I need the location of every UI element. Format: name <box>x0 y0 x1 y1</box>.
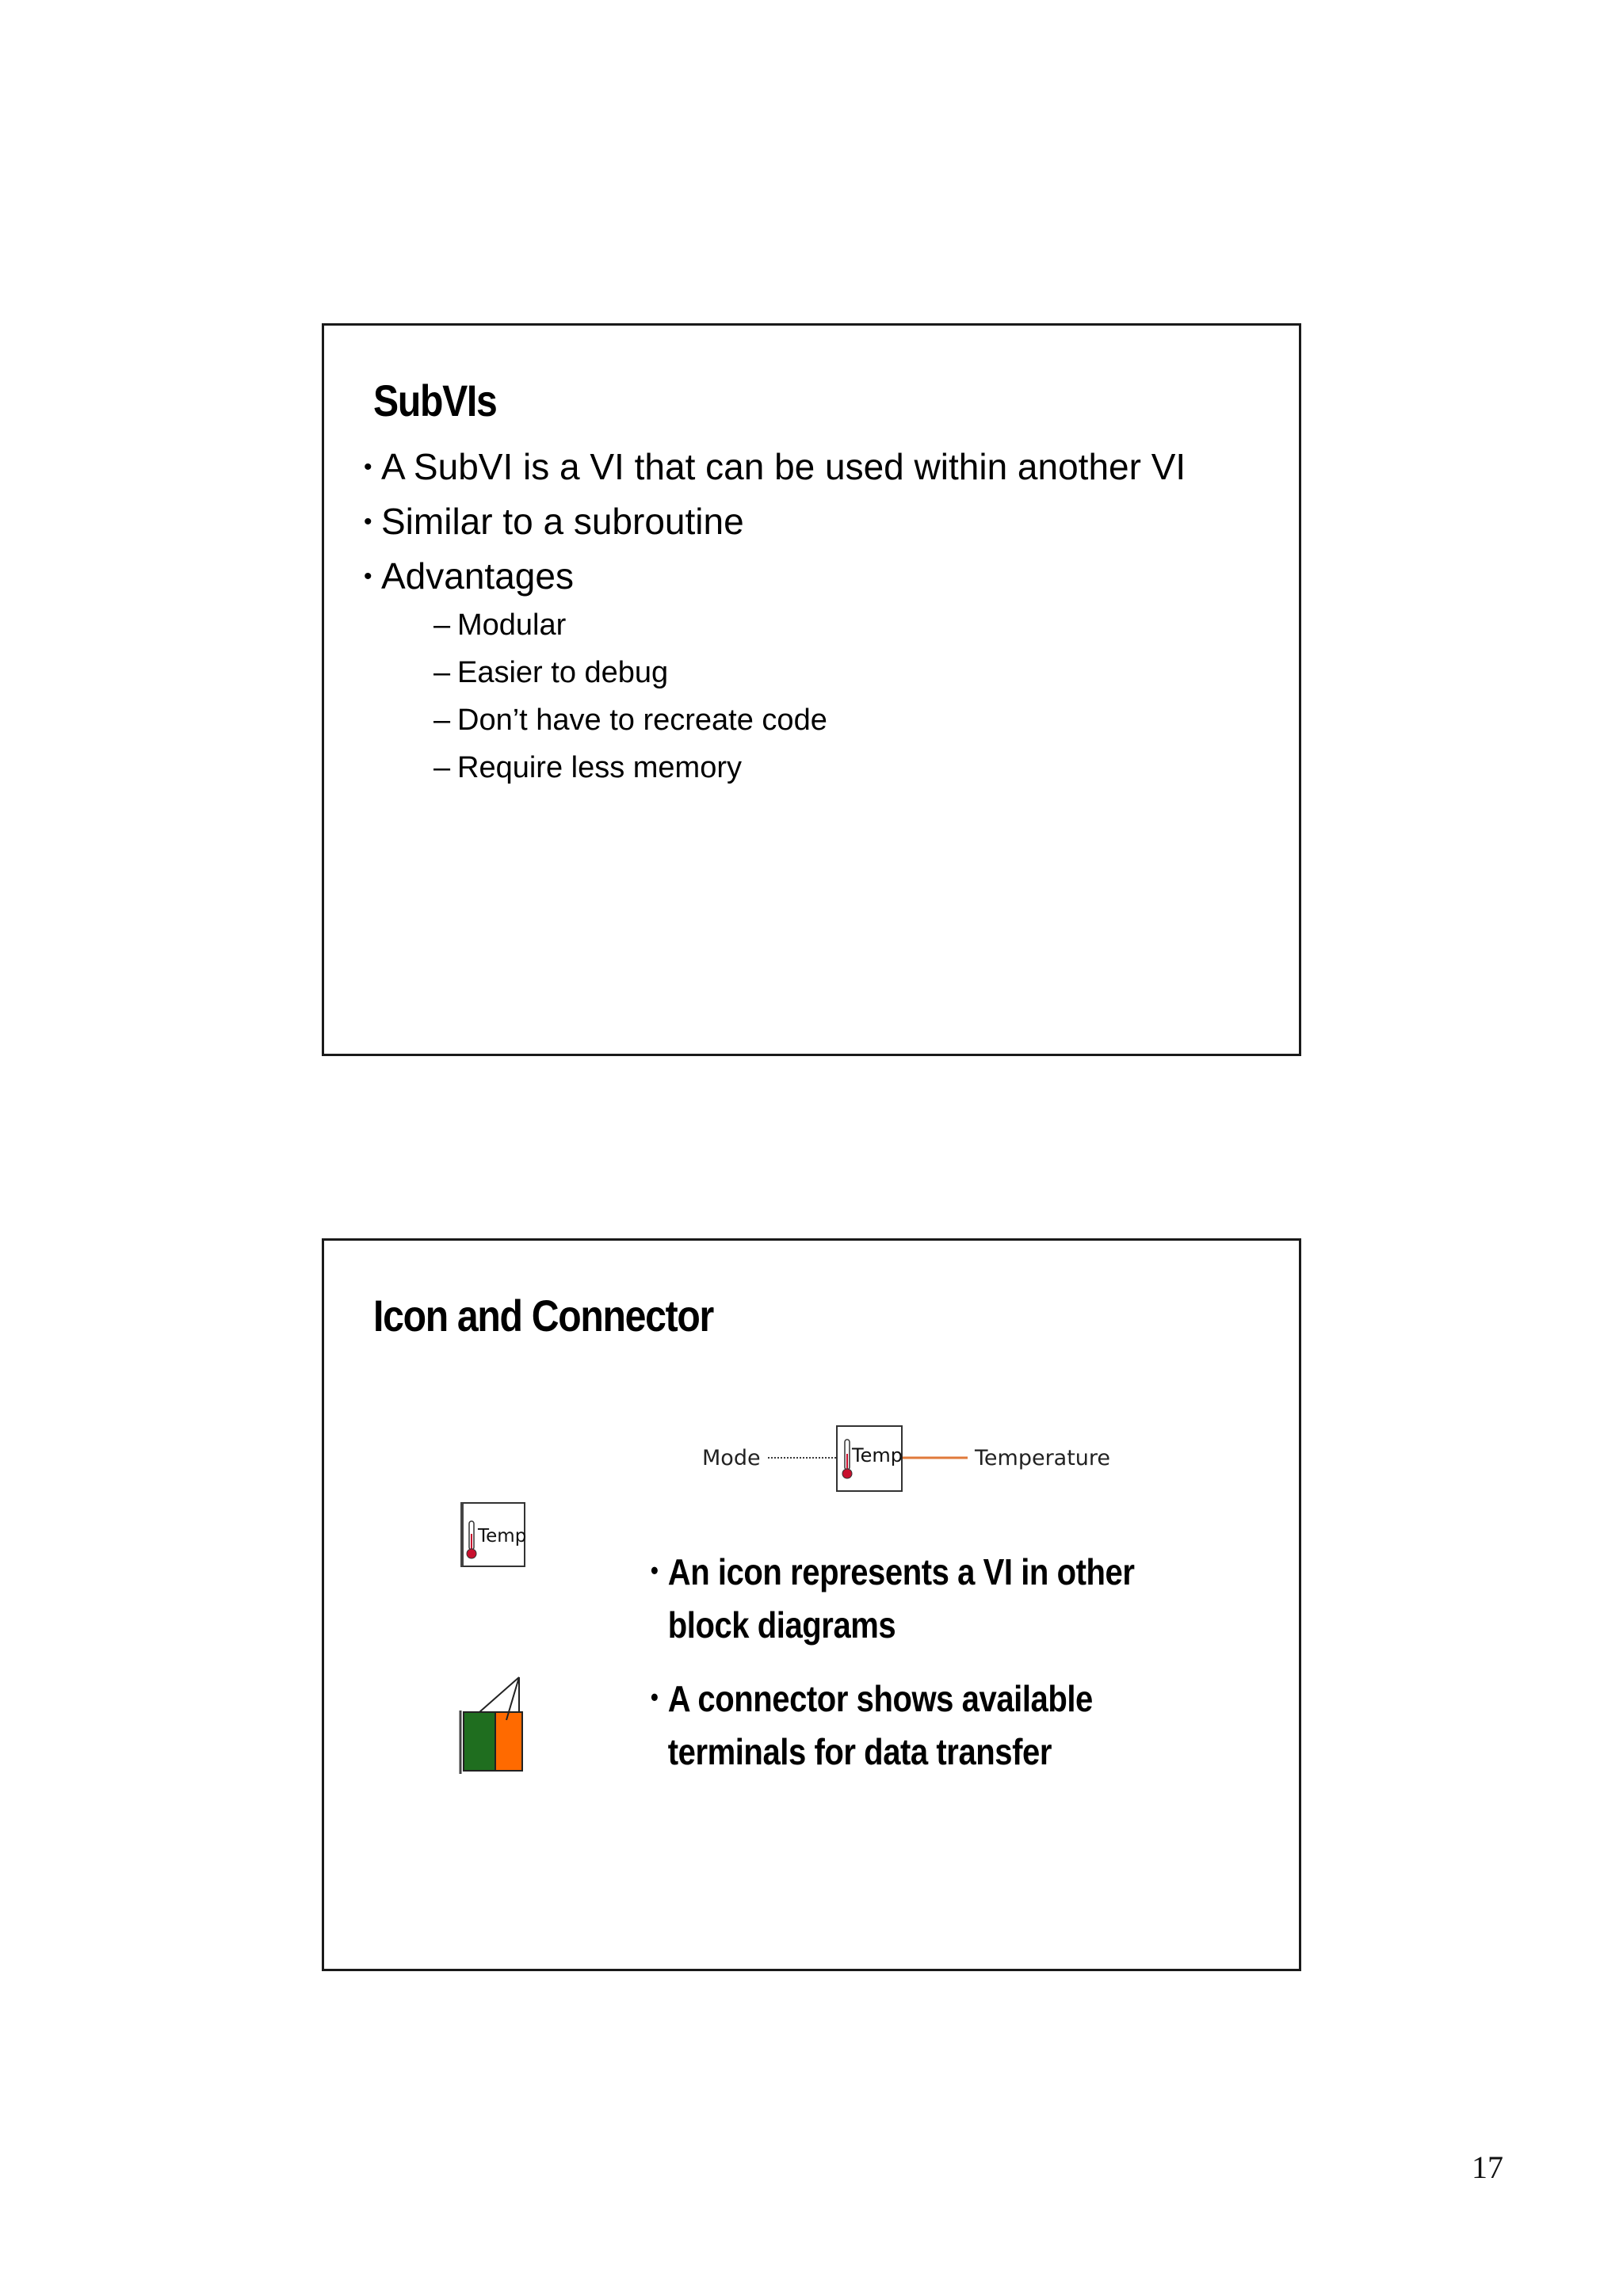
sub-bullet-item: – Require less memory <box>433 751 742 784</box>
sub-bullet-text: Don’t have to recreate code <box>457 704 827 737</box>
slide-icon-and-connector <box>322 1238 1301 1971</box>
input-terminal-label: Mode <box>702 1446 761 1470</box>
bullet-list <box>364 448 1186 800</box>
thermometer-icon <box>465 1520 478 1561</box>
bullet-text: Similar to a subroutine <box>381 501 744 542</box>
output-terminal-label: Temperature <box>975 1446 1111 1470</box>
sub-bullet-item: – Easier to debug <box>433 656 669 689</box>
connector-pane-icon <box>459 1676 527 1775</box>
bullet-text: An icon represents a VI in other block diagrams <box>667 1551 1135 1646</box>
bullet-item: • An icon represents a VI in other block diagrams <box>651 1551 1135 1646</box>
bullet-text: A connector shows available terminals for data transfer <box>667 1678 1093 1772</box>
bullet-item: • A SubVI is a VI that can be used within another VI <box>364 446 1186 487</box>
page-number: 17 <box>1472 2149 1503 2185</box>
sub-bullet-text: Easier to debug <box>457 656 669 689</box>
slide-title: SubVIs <box>373 376 497 425</box>
sub-bullet-text: Modular <box>457 608 567 642</box>
sub-bullet-item: – Modular <box>433 608 567 642</box>
icon-caption: Temp <box>852 1444 903 1466</box>
sub-bullet-item: – Don’t have to recreate code <box>433 704 827 737</box>
subvi-icon <box>836 1425 903 1492</box>
vi-icon <box>460 1502 525 1567</box>
bullet-item: • Advantages <box>364 555 574 597</box>
bullet-item: • A connector shows available terminals for data transfer <box>651 1678 1093 1772</box>
sub-bullet-text: Require less memory <box>457 751 742 784</box>
bullet-text: Advantages <box>381 555 574 597</box>
slide-title: Icon and Connector <box>373 1291 713 1341</box>
slide-subvis <box>322 323 1301 1056</box>
bullet-item: • Similar to a subroutine <box>364 501 744 542</box>
icon-caption: Temp <box>478 1526 527 1547</box>
bullet-text: A SubVI is a VI that can be used within another VI <box>381 446 1186 487</box>
bullet-list <box>651 1546 1289 1779</box>
